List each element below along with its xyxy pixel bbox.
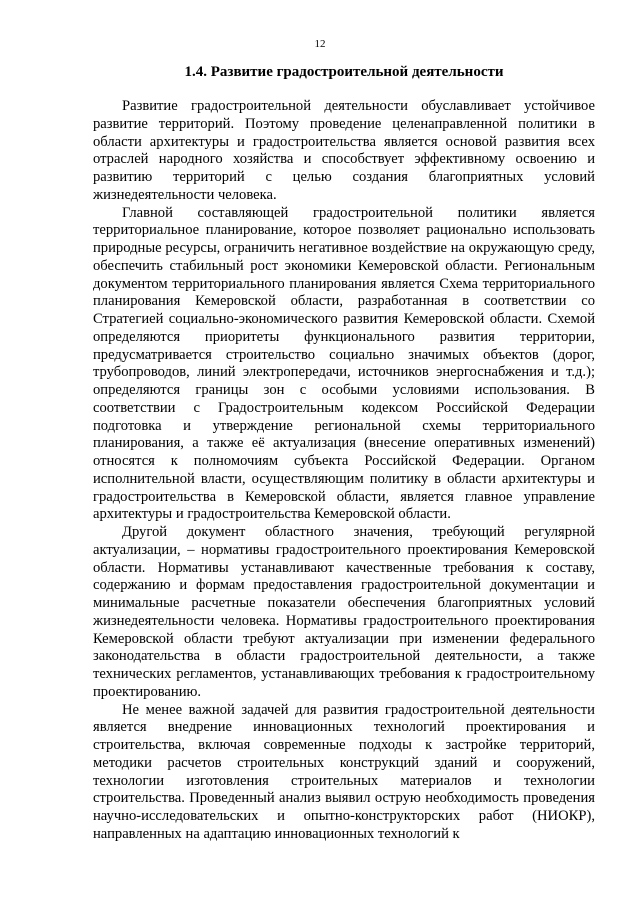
page-number: 12 bbox=[314, 38, 326, 50]
paragraph: Главной составляющей градостроительной политики является территориальное планирование, которое позволяет рационально использовать природные ресурсы, ограничить негативное воздействие на окружающую среду, обеспечить стабильный рост экономики Кемеровской области. Региональным документом территориального планирования является Схема территориального планирования Кемеровской области, разработанная в соответствии со Стратегией социально-экономического развития Кемеровской области. Схемой определяются приоритеты функционального развития территории, предусматривается строительство социально значимых объектов (дорог, трубопроводов, линий электропередачи, источников энергоснабжения и т.д.); определяются границы зон с особыми условиями использования. В соответствии с Градостроительным кодексом Российской Федерации подготовка и утверждение региональной схемы территориального планирования, а также её актуализация (внесение оперативных изменений) относятся к полномочиям субъекта Российской Федерации. Органом исполнительной власти, осуществляющим политику в области архитектуры и градостроительства в Кемеровской области, является главное управление архитектуры и градостроительства Кемеровской области. bbox=[93, 204, 595, 523]
paragraph: Развитие градостроительной деятельности обуславливает устойчивое развитие территорий. Поэтому проведение целенаправленной политики в области архитектуры и градостроительства является основой развития всех отраслей народного хозяйства и способствует эффективному освоению и развитию территорий с целью создания благоприятных условий жизнедеятельности человека. bbox=[93, 98, 595, 203]
body-text bbox=[93, 98, 595, 844]
paragraph: Другой документ областного значения, требующий регулярной актуализации, – нормативы градостроительного проектирования Кемеровской области. Нормативы устанавливают качественные требования к составу, содержанию и формам предоставления градостроительной документации и минимальные расчетные показатели обеспечения благоприятных условий жизнедеятельности человека. Нормативы градостроительного проектирования Кемеровской области требуют актуализации при изменении федерального законодательства в области градостроительной деятельности, а также технических регламентов, устанавливающих требования к градостроительному проектированию. bbox=[93, 524, 595, 700]
paragraph: Не менее важной задачей для развития градостроительной деятельности является внедрение инновационных технологий проектирования и строительства, включая современные подходы к застройке территорий, методики расчетов строительных конструкций зданий и сооружений, технологии изготовления строительных материалов и технологии строительства. Проведенный анализ выявил острую необходимость проведения научно-исследовательских и опытно-конструкторских работ (НИОКР), направленных на адаптацию инновационных технологий к bbox=[93, 701, 595, 842]
section-title: 1.4. Развитие градостроительной деятельности bbox=[184, 64, 504, 80]
